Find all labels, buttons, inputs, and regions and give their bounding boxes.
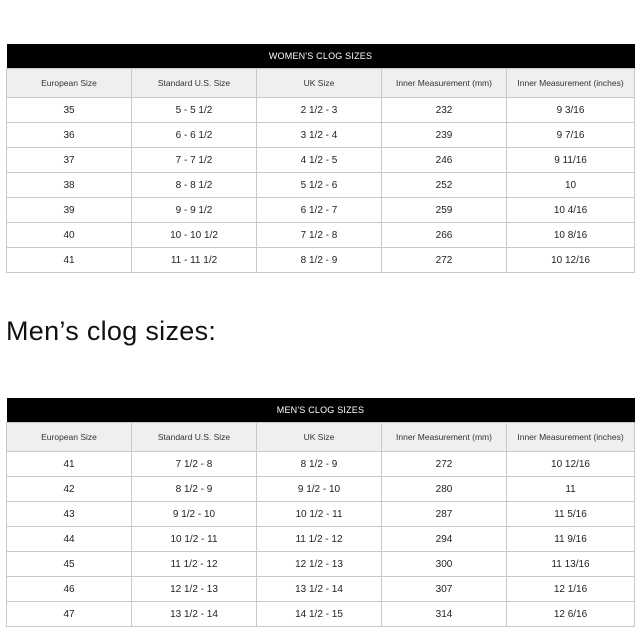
table-cell: 272 — [382, 452, 507, 477]
table-row — [7, 123, 635, 148]
table-cell: 239 — [382, 123, 507, 148]
table-cell: 5 - 5 1/2 — [132, 98, 257, 123]
mens-section-heading: Men’s clog sizes: — [6, 316, 217, 346]
table-cell: 6 - 6 1/2 — [132, 123, 257, 148]
table-cell: 8 - 8 1/2 — [132, 173, 257, 198]
mens-size-table — [6, 398, 635, 627]
column-header: European Size — [7, 69, 132, 98]
table-cell: 47 — [7, 602, 132, 627]
table-cell: 11 5/16 — [507, 502, 635, 527]
table-cell: 8 1/2 - 9 — [132, 477, 257, 502]
table-row — [7, 452, 635, 477]
table-cell: 11 1/2 - 12 — [132, 552, 257, 577]
table-cell: 232 — [382, 98, 507, 123]
womens-size-table — [6, 44, 635, 273]
table-cell: 3 1/2 - 4 — [257, 123, 382, 148]
table-cell: 10 12/16 — [507, 452, 635, 477]
table-cell: 252 — [382, 173, 507, 198]
table-row — [7, 173, 635, 198]
table-cell: 246 — [382, 148, 507, 173]
table-cell: 37 — [7, 148, 132, 173]
table-cell: 14 1/2 - 15 — [257, 602, 382, 627]
table-cell: 314 — [382, 602, 507, 627]
table-cell: 10 4/16 — [507, 198, 635, 223]
table-cell: 9 11/16 — [507, 148, 635, 173]
table-cell: 46 — [7, 577, 132, 602]
table-row — [7, 552, 635, 577]
table-cell: 10 - 10 1/2 — [132, 223, 257, 248]
table-cell: 7 1/2 - 8 — [132, 452, 257, 477]
table-cell: 39 — [7, 198, 132, 223]
table-row — [7, 502, 635, 527]
column-header: Standard U.S. Size — [132, 69, 257, 98]
table-cell: 8 1/2 - 9 — [257, 248, 382, 273]
table-cell: 10 1/2 - 11 — [132, 527, 257, 552]
table-cell: 44 — [7, 527, 132, 552]
table-row — [7, 602, 635, 627]
table-cell: 2 1/2 - 3 — [257, 98, 382, 123]
table-cell: 9 1/2 - 10 — [132, 502, 257, 527]
table-cell: 9 1/2 - 10 — [257, 477, 382, 502]
table-cell: 10 1/2 - 11 — [257, 502, 382, 527]
table-row — [7, 577, 635, 602]
table-cell: 8 1/2 - 9 — [257, 452, 382, 477]
table-cell: 294 — [382, 527, 507, 552]
column-header: UK Size — [257, 69, 382, 98]
table-cell: 307 — [382, 577, 507, 602]
table-cell: 10 12/16 — [507, 248, 635, 273]
table-cell: 12 1/2 - 13 — [132, 577, 257, 602]
table-cell: 272 — [382, 248, 507, 273]
mens-table-title: MEN'S CLOG SIZES — [7, 398, 635, 423]
table-cell: 4 1/2 - 5 — [257, 148, 382, 173]
table-cell: 11 — [507, 477, 635, 502]
table-cell: 300 — [382, 552, 507, 577]
womens-header-row — [7, 69, 635, 98]
table-cell: 35 — [7, 98, 132, 123]
table-cell: 40 — [7, 223, 132, 248]
table-cell: 287 — [382, 502, 507, 527]
table-cell: 11 - 11 1/2 — [132, 248, 257, 273]
table-cell: 12 6/16 — [507, 602, 635, 627]
table-row — [7, 148, 635, 173]
table-cell: 6 1/2 - 7 — [257, 198, 382, 223]
table-row — [7, 223, 635, 248]
womens-table-title: WOMEN'S CLOG SIZES — [7, 44, 635, 69]
table-cell: 43 — [7, 502, 132, 527]
table-cell: 9 7/16 — [507, 123, 635, 148]
table-row — [7, 98, 635, 123]
table-cell: 13 1/2 - 14 — [257, 577, 382, 602]
column-header: European Size — [7, 423, 132, 452]
table-row — [7, 527, 635, 552]
table-cell: 11 13/16 — [507, 552, 635, 577]
table-cell: 280 — [382, 477, 507, 502]
table-cell: 13 1/2 - 14 — [132, 602, 257, 627]
table-cell: 7 1/2 - 8 — [257, 223, 382, 248]
table-cell: 41 — [7, 452, 132, 477]
table-cell: 45 — [7, 552, 132, 577]
column-header: Inner Measurement (mm) — [382, 69, 507, 98]
table-cell: 9 3/16 — [507, 98, 635, 123]
column-header: Inner Measurement (mm) — [382, 423, 507, 452]
table-cell: 7 - 7 1/2 — [132, 148, 257, 173]
table-cell: 10 8/16 — [507, 223, 635, 248]
table-cell: 38 — [7, 173, 132, 198]
table-cell: 266 — [382, 223, 507, 248]
table-cell: 12 1/2 - 13 — [257, 552, 382, 577]
table-cell: 12 1/16 — [507, 577, 635, 602]
column-header: Inner Measurement (inches) — [507, 69, 635, 98]
table-cell: 9 - 9 1/2 — [132, 198, 257, 223]
table-cell: 259 — [382, 198, 507, 223]
table-cell: 36 — [7, 123, 132, 148]
column-header: Standard U.S. Size — [132, 423, 257, 452]
table-cell: 10 — [507, 173, 635, 198]
table-row — [7, 248, 635, 273]
table-cell: 42 — [7, 477, 132, 502]
table-cell: 11 1/2 - 12 — [257, 527, 382, 552]
table-cell: 11 9/16 — [507, 527, 635, 552]
table-cell: 41 — [7, 248, 132, 273]
table-cell: 5 1/2 - 6 — [257, 173, 382, 198]
mens-header-row — [7, 423, 635, 452]
table-row — [7, 198, 635, 223]
column-header: Inner Measurement (inches) — [507, 423, 635, 452]
column-header: UK Size — [257, 423, 382, 452]
table-row — [7, 477, 635, 502]
